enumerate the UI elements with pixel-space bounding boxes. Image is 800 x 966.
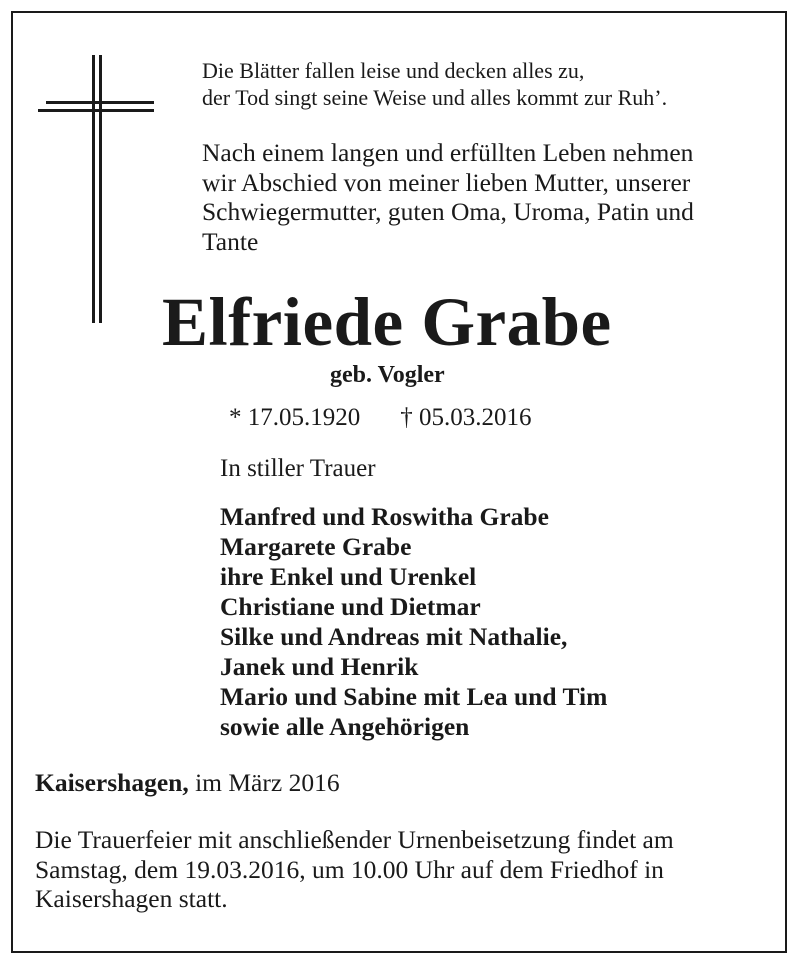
mourner-line: Manfred und Roswitha Grabe [220, 502, 549, 531]
birth-date: * 17.05.1920 [229, 404, 361, 431]
service-line: Kaisershagen statt. [35, 884, 228, 913]
notice-date: im März 2016 [195, 768, 340, 797]
town-name: Kaisershagen, [35, 768, 189, 797]
poem-line: der Tod singt seine Weise und alles kommt zur Ruh’. [202, 85, 668, 110]
intro-line: Tante [202, 226, 259, 256]
deceased-name: Elfriede Grabe [162, 284, 612, 360]
mourner-line: Mario und Sabine mit Lea und Tim [220, 682, 608, 711]
life-dates [229, 404, 532, 432]
poem [202, 57, 667, 111]
intro-text [202, 138, 694, 256]
maiden-name: geb. Vogler [330, 362, 445, 388]
death-date: † 05.03.2016 [400, 404, 532, 431]
mourners-list [220, 502, 607, 742]
mourner-line: Silke und Andreas mit Nathalie, [220, 622, 568, 651]
intro-line: Schwiegermutter, guten Oma, Uroma, Patin und [202, 197, 694, 226]
service-line: Die Trauerfeier mit anschließender Urnenbeisetzung findet am [35, 825, 674, 854]
mourner-line: sowie alle Angehörigen [220, 712, 470, 741]
poem-line: Die Blätter fallen leise und decken alles zu, [202, 58, 585, 83]
service-info [35, 825, 674, 914]
place-date [35, 768, 340, 798]
mourner-line: Christiane und Dietmar [220, 592, 481, 621]
mourner-line: ihre Enkel und Urenkel [220, 562, 477, 591]
mourner-line: Margarete Grabe [220, 532, 412, 561]
service-line: Samstag, dem 19.03.2016, um 10.00 Uhr auf dem Friedhof in [35, 854, 664, 884]
intro-line: wir Abschied von meiner lieben Mutter, unserer [202, 167, 691, 197]
mourner-line: Janek und Henrik [220, 652, 419, 681]
mourning-label: In stiller Trauer [220, 455, 376, 482]
intro-line: Nach einem langen und erfüllten Leben nehmen [202, 138, 694, 167]
